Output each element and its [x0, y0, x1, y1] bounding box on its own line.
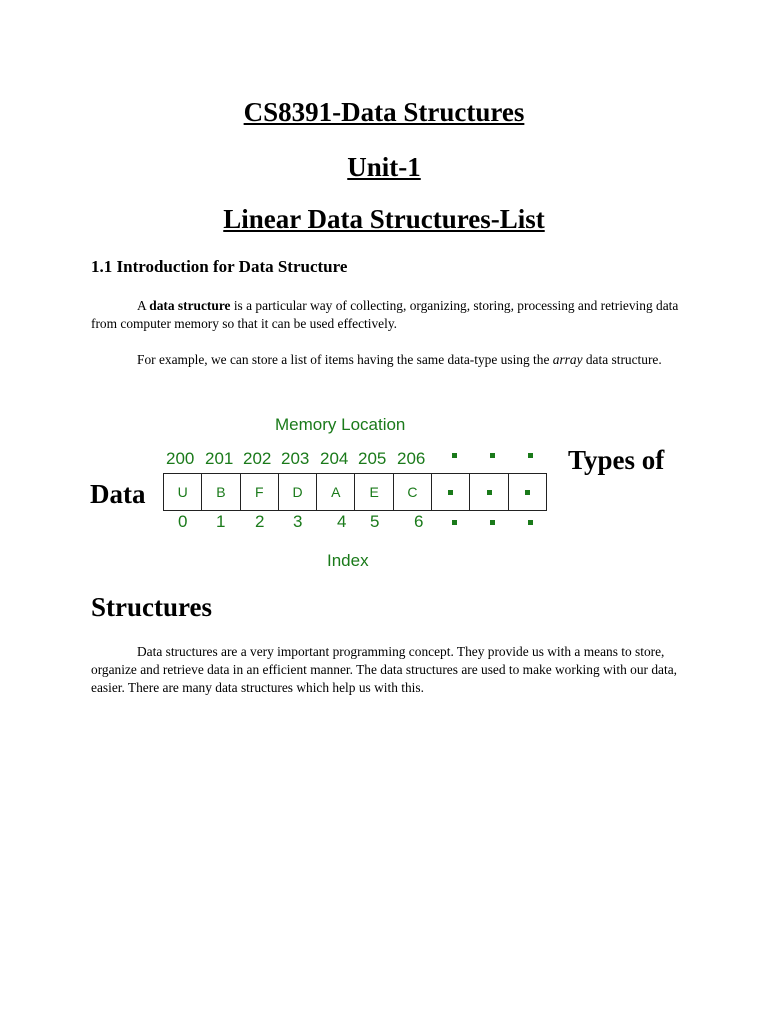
- para2-prefix: For example, we can store a list of items having the same data-type using the: [137, 352, 553, 367]
- title-topic: Linear Data Structures-List: [223, 204, 545, 234]
- index-label: 2: [255, 512, 265, 531]
- array-cell: B: [202, 474, 240, 510]
- heading-types-of: Types of: [568, 445, 665, 475]
- address-label: 200: [166, 449, 195, 468]
- index-caption: Index: [327, 551, 369, 570]
- index-label: 5: [370, 512, 380, 531]
- array-cell: D: [279, 474, 317, 510]
- ellipsis-dot: [452, 453, 457, 458]
- array-cell: E: [355, 474, 393, 510]
- para2-rest: data structure.: [582, 352, 662, 367]
- address-label: 203: [281, 449, 310, 468]
- heading-data: Data: [90, 479, 146, 509]
- index-label: 3: [293, 512, 303, 531]
- ellipsis-dot: [528, 453, 533, 458]
- heading-structures: Structures: [91, 592, 212, 622]
- index-label: 6: [414, 512, 424, 531]
- address-label: 206: [397, 449, 426, 468]
- ellipsis-dot: [490, 453, 495, 458]
- ellipsis-dot: [452, 520, 457, 525]
- paragraph-definition: [91, 297, 679, 333]
- array-cells: [163, 473, 547, 511]
- paragraph-importance: [91, 643, 679, 697]
- paragraph-example: [91, 351, 679, 369]
- array-cell-empty: [470, 474, 508, 510]
- para1-term: data structure: [149, 298, 231, 313]
- array-cell: A: [317, 474, 355, 510]
- title-course: CS8391-Data Structures: [243, 97, 525, 127]
- memory-location-label: Memory Location: [275, 415, 406, 434]
- para2-term: array: [552, 352, 583, 367]
- array-cell-empty: [432, 474, 470, 510]
- ellipsis-dot: [528, 520, 533, 525]
- address-label: 202: [243, 449, 272, 468]
- title-unit: Unit-1: [347, 152, 421, 182]
- para1-prefix: A: [137, 298, 150, 313]
- array-cell: F: [241, 474, 279, 510]
- section-heading: 1.1 Introduction for Data Structure: [91, 257, 348, 276]
- array-cell: U: [164, 474, 202, 510]
- para1-rest: is a particular way of collecting, organizing, storing, processing and retrieving data from computer memory so that it can be used effectively.: [91, 298, 679, 331]
- ellipsis-dot: [490, 520, 495, 525]
- address-label: 205: [358, 449, 387, 468]
- address-label: 201: [205, 449, 234, 468]
- array-cell-empty: [509, 474, 546, 510]
- para3-text: Data structures are a very important programming concept. They provide us with a means to store, organize and retrieve data in an efficient manner. The data structures are used to make working with our data, easier. There are many data structures which help us with this.: [91, 644, 677, 695]
- array-cell: C: [394, 474, 432, 510]
- index-label: 4: [337, 512, 347, 531]
- index-label: 0: [178, 512, 188, 531]
- array-diagram: [160, 410, 560, 580]
- index-label: 1: [216, 512, 226, 531]
- address-label: 204: [320, 449, 349, 468]
